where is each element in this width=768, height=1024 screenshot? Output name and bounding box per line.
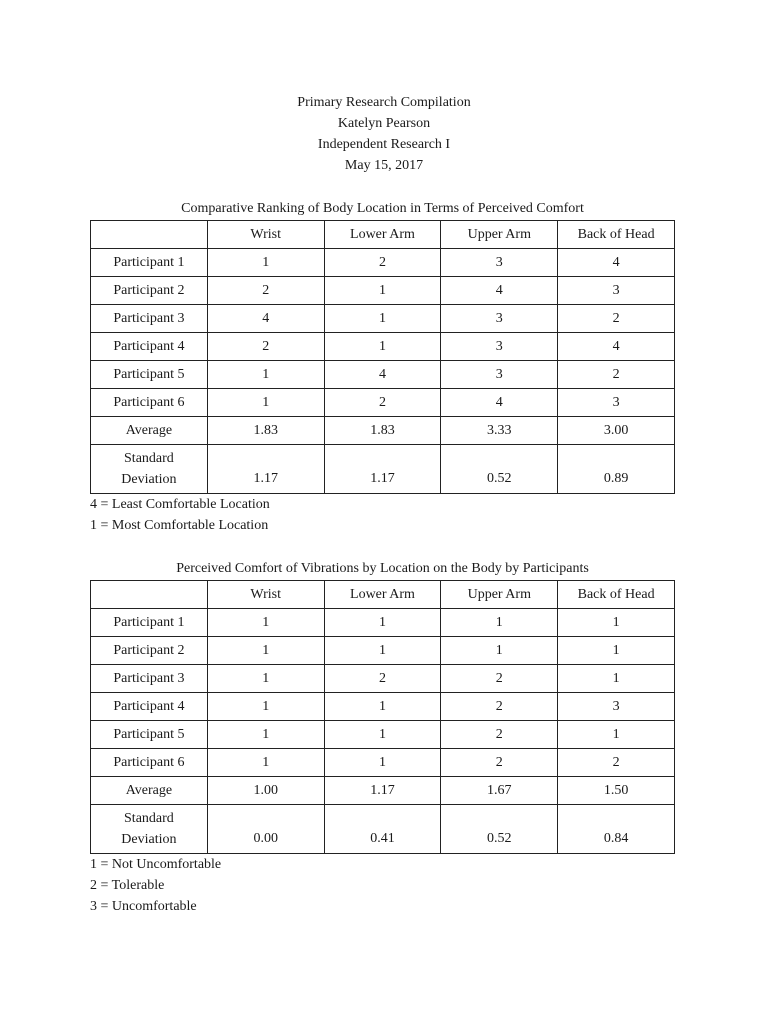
- table-cell: 1: [324, 277, 441, 305]
- table-cell: 1: [324, 637, 441, 665]
- table-cell: 1: [324, 721, 441, 749]
- table-cell: 2: [441, 665, 558, 693]
- table-cell: 1: [207, 749, 324, 777]
- table-row: [91, 665, 675, 693]
- comfort-table: [90, 580, 675, 854]
- document-header: [0, 92, 768, 176]
- std-dev-row: [91, 805, 675, 854]
- column-header: Lower Arm: [324, 581, 441, 609]
- row-label: Participant 1: [91, 609, 208, 637]
- table-cell: 1: [324, 305, 441, 333]
- row-label: Participant 5: [91, 721, 208, 749]
- table-row: [91, 249, 675, 277]
- legend-item: 2 = Tolerable: [90, 878, 165, 893]
- table-cell: 1.67: [441, 777, 558, 805]
- table-cell: 2: [441, 749, 558, 777]
- table-cell: 3: [441, 333, 558, 361]
- table-cell: 1: [558, 609, 675, 637]
- table-cell: 2: [441, 721, 558, 749]
- table-cell: 0.00: [207, 805, 324, 854]
- column-header: Wrist: [207, 581, 324, 609]
- table-cell: 2: [558, 361, 675, 389]
- table-row: [91, 721, 675, 749]
- row-label: Average: [91, 417, 208, 445]
- table-cell: 0.84: [558, 805, 675, 854]
- legend-item: 4 = Least Comfortable Location: [90, 497, 270, 512]
- table-cell: 3: [441, 305, 558, 333]
- table-cell: 1: [207, 389, 324, 417]
- author-name: Katelyn Pearson: [337, 116, 431, 131]
- table-cell: 1: [207, 609, 324, 637]
- table-cell: 2: [207, 277, 324, 305]
- table-legend: [90, 494, 675, 536]
- table-cell: 1: [207, 693, 324, 721]
- table-cell: 1: [207, 665, 324, 693]
- table-cell: 1: [441, 637, 558, 665]
- table-cell: 1.50: [558, 777, 675, 805]
- table-cell: 2: [324, 249, 441, 277]
- table-cell: 1.00: [207, 777, 324, 805]
- legend-item: 3 = Uncomfortable: [90, 899, 197, 914]
- table-cell: 2: [324, 389, 441, 417]
- table-cell: 2: [441, 693, 558, 721]
- table-cell: 1: [324, 333, 441, 361]
- row-label: Average: [91, 777, 208, 805]
- column-header: Back of Head: [558, 221, 675, 249]
- table-cell: 1: [558, 721, 675, 749]
- table-cell: 1: [558, 665, 675, 693]
- table-cell: 3: [441, 361, 558, 389]
- table-cell: 1: [207, 721, 324, 749]
- table-cell: 1: [207, 361, 324, 389]
- table-header-row: [91, 221, 675, 249]
- table-cell: 3: [558, 277, 675, 305]
- std-dev-row: [91, 445, 675, 494]
- document-date: May 15, 2017: [344, 158, 424, 173]
- row-label: Participant 4: [91, 333, 208, 361]
- table-row: [91, 693, 675, 721]
- table-row: [91, 417, 675, 445]
- table-cell: 1: [207, 637, 324, 665]
- table-cell: 0.89: [558, 445, 675, 494]
- table-caption: Perceived Comfort of Vibrations by Location on the Body by Participants: [176, 561, 589, 576]
- row-label: Participant 2: [91, 637, 208, 665]
- table-cell: 0.52: [441, 805, 558, 854]
- table-cell: 1.17: [207, 445, 324, 494]
- row-label: Participant 2: [91, 277, 208, 305]
- row-label: Participant 5: [91, 361, 208, 389]
- table-row: [91, 637, 675, 665]
- document-title: Primary Research Compilation: [297, 95, 471, 110]
- ranking-table: [90, 220, 675, 494]
- column-header: Lower Arm: [324, 221, 441, 249]
- table-cell: 4: [558, 249, 675, 277]
- table-cell: 3.00: [558, 417, 675, 445]
- course-name: Independent Research I: [317, 137, 451, 152]
- column-header: Wrist: [207, 221, 324, 249]
- table-row: [91, 361, 675, 389]
- table-cell: 4: [324, 361, 441, 389]
- table-cell: 1.17: [324, 445, 441, 494]
- row-label-line: Deviation: [121, 472, 177, 487]
- table-legend: [90, 854, 675, 917]
- legend-item: 1 = Not Uncomfortable: [90, 857, 222, 872]
- table-row: [91, 749, 675, 777]
- row-label: [91, 805, 208, 854]
- table-row: [91, 389, 675, 417]
- table-cell: 2: [324, 665, 441, 693]
- table-cell: 1: [441, 609, 558, 637]
- table-header-row: [91, 581, 675, 609]
- row-label: Participant 6: [91, 389, 208, 417]
- row-label: Participant 3: [91, 665, 208, 693]
- row-label: Participant 3: [91, 305, 208, 333]
- table-row: [91, 277, 675, 305]
- table-cell: 4: [441, 277, 558, 305]
- table-row: [91, 777, 675, 805]
- row-label-line: Standard: [124, 811, 174, 826]
- table-cell: 1: [324, 749, 441, 777]
- table-row: [91, 305, 675, 333]
- table-cell: 4: [558, 333, 675, 361]
- table-row: [91, 333, 675, 361]
- corner-cell: [91, 221, 208, 249]
- column-header: Back of Head: [558, 581, 675, 609]
- table-cell: 1: [558, 637, 675, 665]
- table-cell: 4: [441, 389, 558, 417]
- table-cell: 1.83: [207, 417, 324, 445]
- ranking-table-section: [90, 200, 675, 536]
- table-cell: 1.17: [324, 777, 441, 805]
- table-cell: 3.33: [441, 417, 558, 445]
- table-cell: 1: [324, 693, 441, 721]
- table-cell: 3: [441, 249, 558, 277]
- table-cell: 2: [558, 305, 675, 333]
- comfort-table-section: [90, 560, 675, 917]
- table-cell: 3: [558, 389, 675, 417]
- row-label-line: Deviation: [121, 832, 177, 847]
- corner-cell: [91, 581, 208, 609]
- column-header: Upper Arm: [441, 581, 558, 609]
- table-cell: 1.83: [324, 417, 441, 445]
- row-label: Participant 4: [91, 693, 208, 721]
- column-header: Upper Arm: [441, 221, 558, 249]
- table-cell: 2: [207, 333, 324, 361]
- table-cell: 0.52: [441, 445, 558, 494]
- row-label-line: Standard: [124, 451, 174, 466]
- table-cell: 1: [207, 249, 324, 277]
- table-cell: 4: [207, 305, 324, 333]
- table-cell: 2: [558, 749, 675, 777]
- legend-item: 1 = Most Comfortable Location: [90, 518, 269, 533]
- table-row: [91, 609, 675, 637]
- table-cell: 3: [558, 693, 675, 721]
- row-label: Participant 1: [91, 249, 208, 277]
- table-caption: Comparative Ranking of Body Location in Terms of Perceived Comfort: [181, 201, 584, 216]
- row-label: [91, 445, 208, 494]
- row-label: Participant 6: [91, 749, 208, 777]
- table-cell: 0.41: [324, 805, 441, 854]
- table-cell: 1: [324, 609, 441, 637]
